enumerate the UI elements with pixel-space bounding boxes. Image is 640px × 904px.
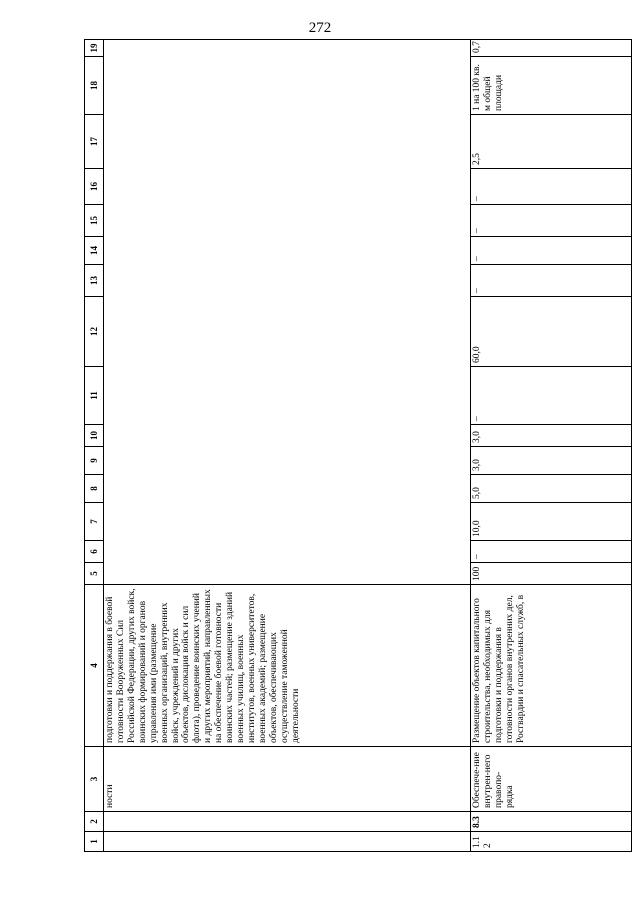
header-cell: 15 <box>85 205 104 237</box>
use-name-cell: ности <box>104 747 471 812</box>
header-cell: 19 <box>85 40 104 57</box>
header-cell: 12 <box>85 297 104 367</box>
header-cell: 14 <box>85 237 104 265</box>
value-cell: – <box>471 541 632 563</box>
value-cell: 2,5 <box>471 115 632 169</box>
header-cell: 1 <box>85 832 104 852</box>
header-cell: 9 <box>85 447 104 475</box>
header-cell: 18 <box>85 57 104 115</box>
value-cell: 60,0 <box>471 297 632 367</box>
header-cell: 13 <box>85 265 104 297</box>
row-number-cell: 1.12 <box>471 832 632 852</box>
header-cell: 8 <box>85 475 104 503</box>
merged-empty-cell <box>104 40 471 585</box>
header-cell: 11 <box>85 367 104 425</box>
row-number-cell <box>104 832 471 852</box>
code-cell: 8.3 <box>471 812 632 832</box>
value-cell: 100 <box>471 563 632 585</box>
page-number: 272 <box>308 20 332 36</box>
value-cell: – <box>471 169 632 205</box>
parking-norm-cell: 1 на 100 кв. м общей площади <box>471 57 632 115</box>
value-cell: – <box>471 205 632 237</box>
value-cell: 5,0 <box>471 475 632 503</box>
header-cell: 10 <box>85 425 104 447</box>
code-cell <box>104 812 471 832</box>
header-cell: 5 <box>85 563 104 585</box>
value-cell: – <box>471 265 632 297</box>
header-cell: 16 <box>85 169 104 205</box>
value-cell: – <box>471 367 632 425</box>
table-row-1-12 <box>471 40 632 852</box>
use-name-cell: Обеспече-ние внутрен-него правопо-рядка <box>471 747 632 812</box>
use-description-cell: подготовки и поддержания в боевой готовности Вооруженных Сил Российской Федерации, других войск, воинских формирований и органов управления ими (размещение военных организаций, внутренних войск, учреждений и других объектов, дислокация войск и сил флота), проведение воинских учений и других мероприятий, направленных на обеспечение боевой готовности воинских частей; размещение зданий военных училищ, военных институтов, военных университетов, военных академий; размещение объектов, обеспечивающих осуществление таможенной деятельности <box>104 585 471 747</box>
table-row-continued <box>104 40 471 852</box>
header-row <box>85 40 104 852</box>
value-cell: 3,0 <box>471 447 632 475</box>
header-cell: 2 <box>85 812 104 832</box>
header-cell: 7 <box>85 503 104 541</box>
header-cell: 4 <box>85 585 104 747</box>
rotated-table-container <box>84 41 526 852</box>
header-cell: 6 <box>85 541 104 563</box>
value-cell: 10,0 <box>471 503 632 541</box>
regulations-table <box>84 39 632 852</box>
value-cell: – <box>471 237 632 265</box>
header-cell: 3 <box>85 747 104 812</box>
header-cell: 17 <box>85 115 104 169</box>
value-cell: 3,0 <box>471 425 632 447</box>
use-description-cell: Размещение объектов капитального строительства, необходимых для подготовки и поддержания в готовности органов внутренних дел, Росгвардии и спасательных служб, в <box>471 585 632 747</box>
value-cell: 0,7 <box>471 40 632 57</box>
